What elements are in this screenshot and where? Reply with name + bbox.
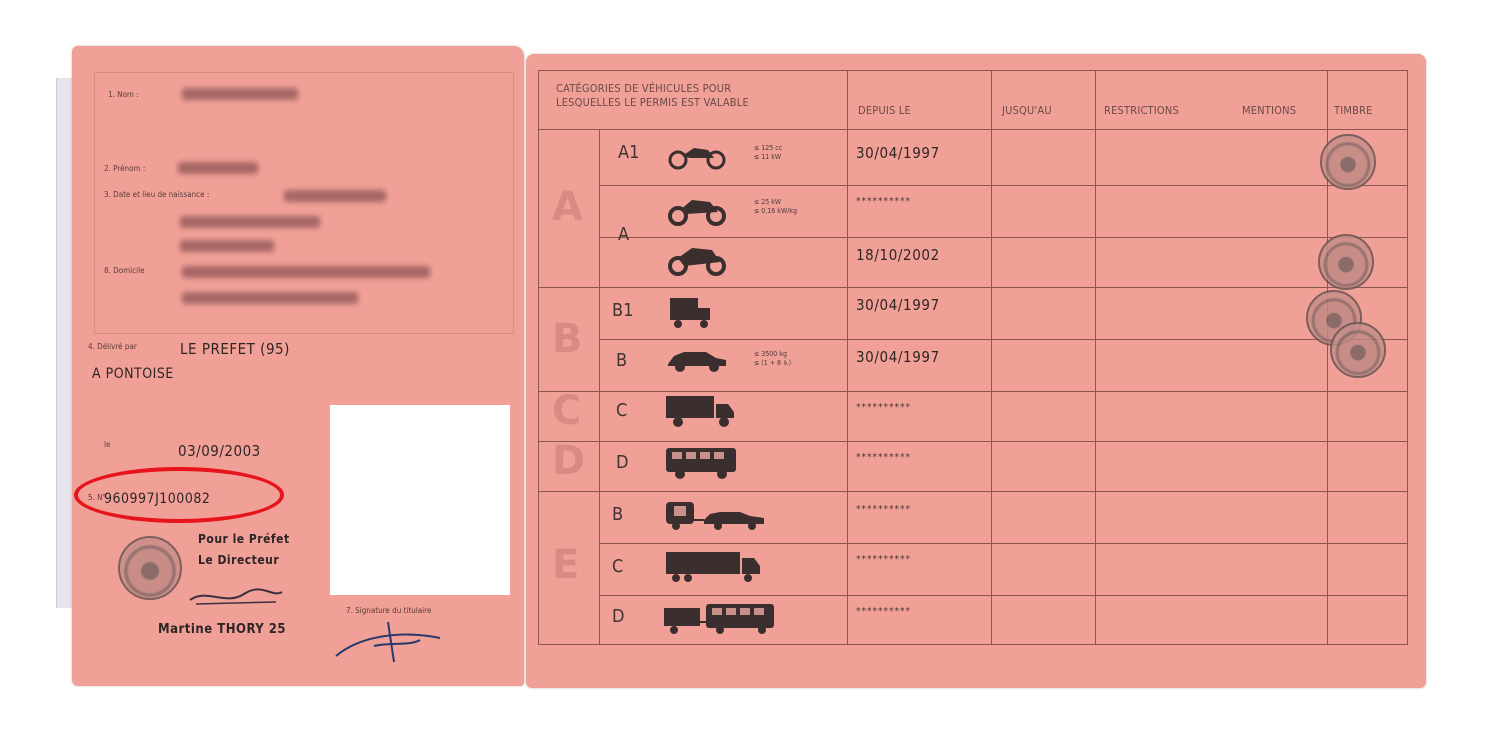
first-name-label: 2. Prénom : (104, 164, 146, 173)
issued-by-value: LE PREFET (95) (180, 340, 290, 358)
license-number: 960997J100082 (104, 491, 211, 507)
bus-icon (664, 444, 738, 480)
redacted-birth-date (284, 190, 386, 202)
license-number-highlight (74, 467, 284, 523)
categories-header-line2: LESQUELLES LE PERMIS EST VALABLE (556, 96, 749, 109)
car-icon (666, 346, 728, 374)
stamp-header: TIMBRE (1334, 104, 1373, 117)
group-letter-e: E (552, 542, 580, 588)
category-code-eb: B (612, 504, 624, 525)
light-motorcycle-icon (668, 140, 726, 170)
issue-date: 03/09/2003 (178, 442, 261, 460)
truck-icon (664, 392, 736, 428)
articulated-truck-icon (664, 548, 764, 584)
redacted-birth-country (180, 240, 274, 252)
date-d: ********** (856, 452, 911, 463)
birth-label: 3. Date et lieu de naissance : (104, 190, 210, 199)
since-header: DEPUIS LE (858, 104, 911, 117)
category-code-b: B (616, 350, 628, 371)
mentions-header: MENTIONS (1242, 104, 1297, 117)
date-b: 30/04/1997 (856, 348, 940, 366)
address-label: 8. Domicile (104, 266, 145, 275)
car-with-trailer-icon (664, 498, 768, 534)
license-number-label: 5. N° (88, 493, 107, 502)
category-code-ed: D (612, 606, 625, 627)
date-a: 18/10/2002 (856, 246, 940, 264)
date-ed: ********** (856, 606, 911, 617)
category-code-ec: C (612, 556, 624, 577)
card-fold-edge (56, 78, 73, 608)
group-letter-d: D (552, 438, 586, 484)
fiscal-stamp-icon (1320, 134, 1376, 190)
redacted-address-line2 (182, 292, 358, 304)
official-name: Martine THORY 25 (158, 622, 287, 637)
fiscal-stamp-icon (1318, 234, 1374, 290)
date-a-restricted: ********** (856, 196, 911, 207)
redacted-birth-place (180, 216, 320, 228)
category-code-b1: B1 (612, 300, 634, 321)
category-code-c: C (616, 400, 628, 421)
category-code-d: D (616, 452, 629, 473)
director-title: Le Directeur (198, 553, 280, 567)
group-letter-a: A (552, 184, 583, 230)
category-code-a1: A1 (618, 142, 640, 163)
date-ec: ********** (856, 554, 911, 565)
restrictions-header: RESTRICTIONS (1104, 104, 1179, 117)
issue-date-label: le (104, 440, 111, 449)
spec-b: ≤ 3500 kg ≤ (1 + 8 ♿) (754, 350, 792, 367)
bus-with-trailer-icon (662, 600, 778, 636)
redacted-photo (330, 405, 510, 595)
redacted-name (182, 88, 298, 100)
redacted-first-name (178, 162, 258, 174)
categories-header-line1: CATÉGORIES DE VÉHICULES POUR (556, 82, 732, 95)
until-header: JUSQU'AU (1002, 104, 1052, 117)
quadricycle-icon (668, 294, 716, 330)
prefect-title: Pour le Préfet (198, 532, 290, 546)
fiscal-stamp-icon (1330, 322, 1386, 378)
official-signature-icon (186, 584, 286, 610)
holder-signature-icon (330, 616, 450, 666)
spec-a1: ≤ 125 cc ≤ 11 kW (754, 144, 783, 161)
name-label: 1. Nom : (108, 90, 139, 99)
date-eb: ********** (856, 504, 911, 515)
issue-place: A PONTOISE (92, 366, 174, 382)
redacted-address-line1 (182, 266, 430, 278)
spec-a: ≤ 25 kW ≤ 0,16 kW/kg (754, 198, 797, 215)
holder-signature-label: 7. Signature du titulaire (346, 606, 432, 615)
group-letter-b: B (552, 316, 583, 362)
prefecture-seal-icon (118, 536, 182, 600)
date-a1: 30/04/1997 (856, 144, 940, 162)
heavy-motorcycle-icon (668, 244, 726, 276)
issued-by-label: 4. Délivré par (88, 342, 137, 351)
category-code-a: A (618, 224, 630, 245)
date-c: ********** (856, 402, 911, 413)
group-letter-c: C (552, 388, 582, 434)
date-b1: 30/04/1997 (856, 296, 940, 314)
motorcycle-icon (668, 194, 726, 226)
